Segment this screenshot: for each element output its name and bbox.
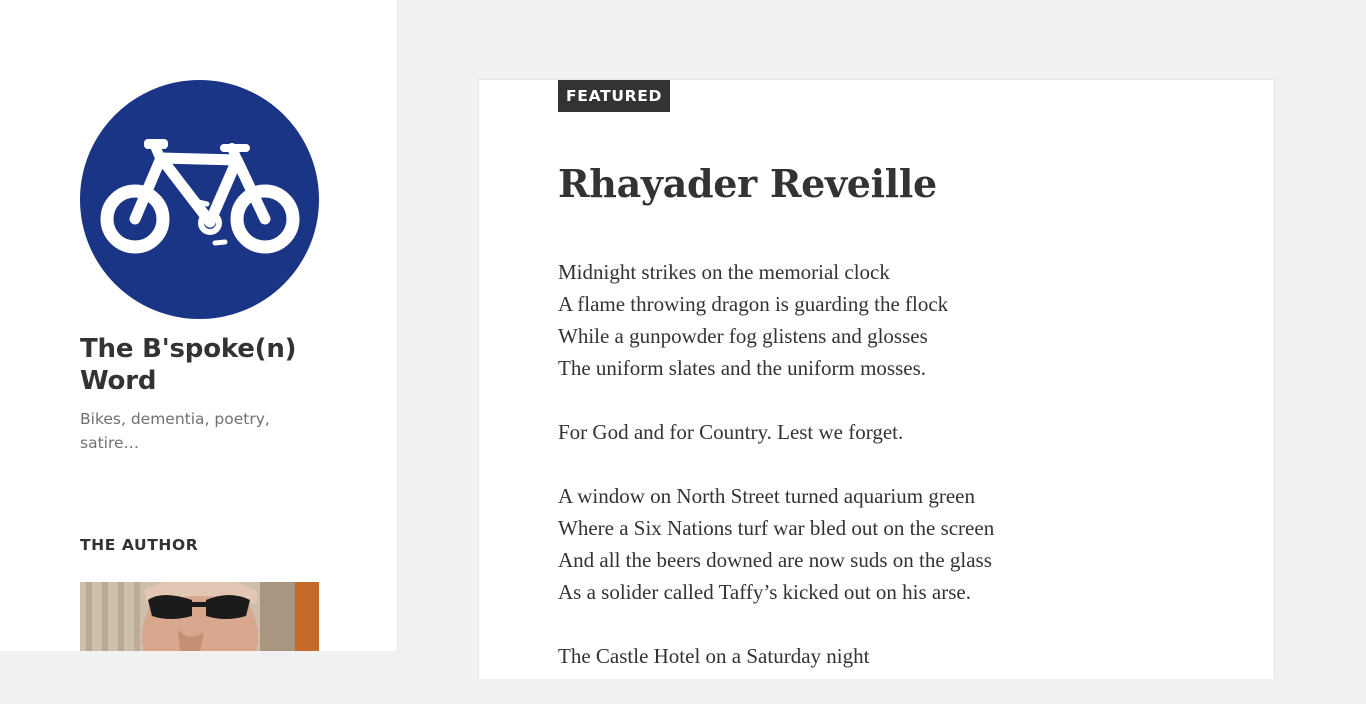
site-title[interactable]: The B'spoke(n) Word (80, 334, 297, 396)
stanza (558, 640, 1198, 672)
author-photo (80, 582, 319, 651)
poem-line: Where a Six Nations turf war bled out on the screen (558, 516, 995, 540)
site-logo[interactable] (80, 80, 319, 319)
author-widget-title: THE AUTHOR (80, 536, 199, 554)
stanza (558, 416, 1198, 448)
poem-line: And all the beers downed are now suds on the glass (558, 548, 992, 572)
poem-line: While a gunpowder fog glistens and glosses (558, 324, 928, 348)
stanza (558, 256, 1198, 384)
sidebar (0, 0, 398, 651)
site-description: Bikes, dementia, poetry, satire… (80, 410, 270, 452)
post-card (478, 79, 1275, 679)
poem-line: Midnight strikes on the memorial clock (558, 260, 890, 284)
poem-line: As a solider called Taffy’s kicked out on his arse. (558, 580, 971, 604)
poem-line: A window on North Street turned aquarium green (558, 484, 975, 508)
post-content (558, 256, 1198, 704)
bicycle-icon (80, 80, 319, 319)
poem-line: A flame throwing dragon is guarding the flock (558, 292, 949, 316)
featured-badge: FEATURED (558, 80, 670, 112)
poem-line: The uniform slates and the uniform mosses. (558, 356, 927, 380)
poem-line: For God and for Country. Lest we forget. (558, 420, 904, 444)
poem-line: The Castle Hotel on a Saturday night (558, 644, 870, 668)
stanza (558, 480, 1198, 608)
post-title[interactable]: Rhayader Reveille (558, 161, 937, 206)
